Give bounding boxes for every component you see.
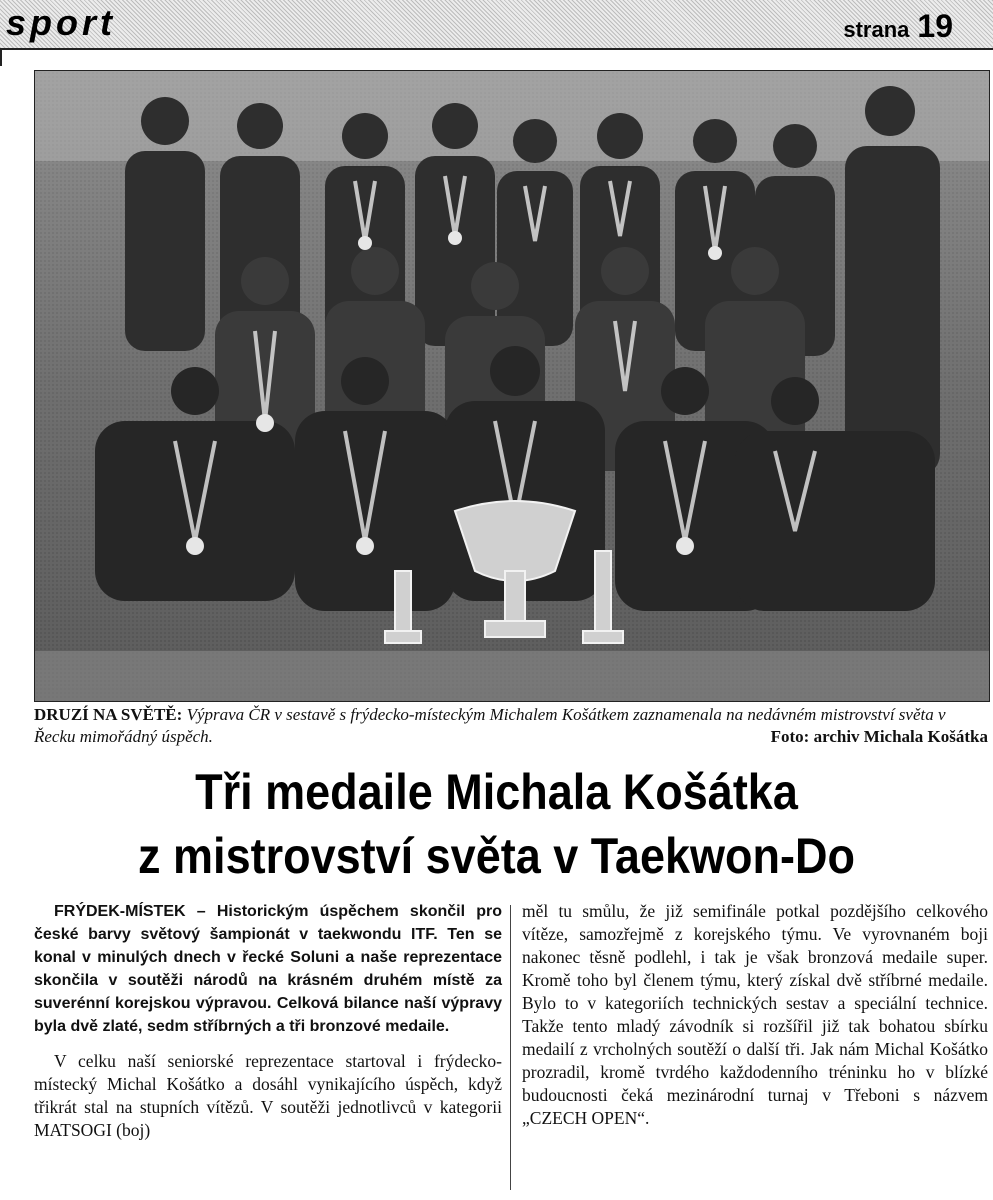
article-paragraph-1: V celku naší seniorské reprezentace startoval i frýdecko-místecký Michal Košátko a dosáhl vynikajícího úspěch, když třikrát stal na stupních vítězů. V soutěži jednotlivců v kategorii MATSOGI (boj) bbox=[34, 1051, 502, 1140]
headline-line-1: Tři medaile Michala Košátka bbox=[195, 764, 798, 820]
section-title: sport bbox=[6, 2, 116, 43]
photo-credit: Foto: archiv Michala Košátka bbox=[770, 727, 988, 746]
page-indicator bbox=[843, 8, 953, 45]
article-column-right bbox=[522, 900, 988, 1130]
header-rule bbox=[0, 48, 2, 66]
article-headline bbox=[0, 760, 993, 888]
team-photo bbox=[34, 70, 990, 702]
caption-lead: DRUZÍ NA SVĚTĚ: bbox=[34, 705, 183, 724]
page-header bbox=[0, 0, 993, 50]
caption-text: Výprava ČR v sestavě s frýdecko-místeckým Michalem Košátkem zaznamenala na nedávném mistrovství světa v Řecku mimořádný úspěch. bbox=[34, 705, 946, 746]
article-paragraph-2: měl tu smůlu, že již semifinále potkal pozdějšího celkového vítěze, samozřejmě z korejského týmu. Ve vyrovnaném boji nakonec těsně podlehl, i tak je však bronzová medaile super. Kromě toho byl členem týmu, který získal dvě stříbrné medaile. Bylo to v kategoriích technických sestav a speciální technice. Takže tento mladý závodník si rozšířil již tak bohatou sbírku medailí z vrcholných soutěží o další tři. Jak nám Michal Košátko prozradil, kromě tvrdého každodenního tréninku ho v blízké budoucnosti čeká mezinárodní turnaj v Třeboni s názvem „CZECH OPEN“. bbox=[522, 901, 988, 1128]
dateline: FRÝDEK-MÍSTEK – bbox=[54, 903, 206, 920]
column-divider bbox=[510, 905, 511, 1190]
photo-caption bbox=[34, 704, 988, 748]
page-number: 19 bbox=[917, 8, 953, 44]
lead-text: Historickým úspěchem skončil pro české barvy světový šampionát v taekwondu ITF. Ten se konal v minulých dnech v řecké Soluni a naše reprezentace skončila v soutěži národů na krásném druhém místě za suverénní korejskou výpravou. Celková bilance naší výpravy byla dvě zlaté, sedm stříbrných a tři bronzové medaile. bbox=[34, 903, 502, 1035]
article-column-left bbox=[34, 900, 502, 1142]
page-label: strana bbox=[843, 17, 910, 42]
article-lead bbox=[34, 900, 502, 1038]
headline-line-2: z mistrovství světa v Taekwon-Do bbox=[138, 828, 855, 884]
